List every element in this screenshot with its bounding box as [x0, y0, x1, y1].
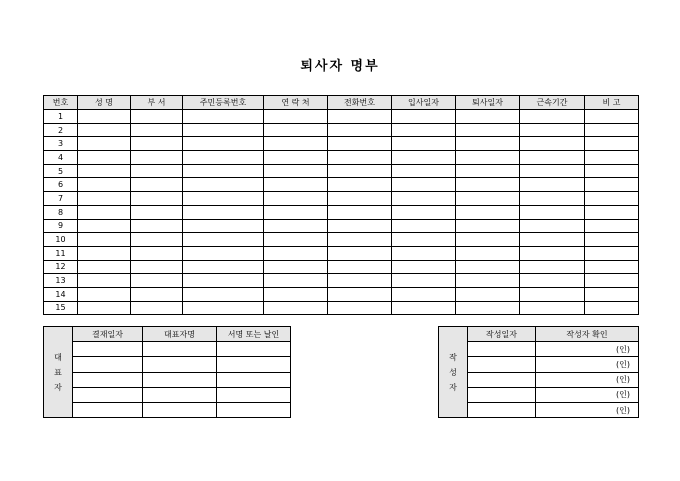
approval-row — [44, 357, 291, 372]
approval-row — [44, 387, 291, 402]
table-cell[interactable] — [456, 123, 520, 137]
side-char: 대 — [54, 352, 62, 362]
table-cell[interactable] — [328, 287, 392, 301]
row-number: 12 — [44, 260, 78, 274]
table-cell[interactable] — [131, 205, 183, 219]
table-cell[interactable] — [78, 233, 131, 247]
side-char: 자 — [54, 382, 62, 392]
table-cell[interactable] — [456, 233, 520, 247]
table-cell[interactable] — [78, 287, 131, 301]
side-char: 작 — [449, 352, 457, 362]
row-number: 10 — [44, 233, 78, 247]
table-cell[interactable] — [131, 164, 183, 178]
write-date-cell[interactable] — [468, 372, 536, 387]
table-cell[interactable] — [585, 137, 639, 151]
writer-row — [439, 342, 639, 357]
table-cell[interactable] — [183, 205, 264, 219]
table-cell[interactable] — [131, 246, 183, 260]
table-row — [44, 301, 639, 315]
table-cell[interactable] — [456, 301, 520, 315]
table-cell[interactable] — [328, 301, 392, 315]
table-cell[interactable] — [264, 123, 328, 137]
approval-cell[interactable] — [143, 372, 217, 387]
table-cell[interactable] — [78, 192, 131, 206]
table-cell[interactable] — [520, 151, 585, 165]
write-date-cell[interactable] — [468, 387, 536, 402]
table-cell[interactable] — [456, 192, 520, 206]
table-cell[interactable] — [328, 137, 392, 151]
table-cell[interactable] — [328, 274, 392, 288]
table-cell[interactable] — [520, 301, 585, 315]
header-department: 부 서 — [131, 96, 183, 110]
row-number: 13 — [44, 274, 78, 288]
table-cell[interactable] — [183, 233, 264, 247]
table-cell[interactable] — [264, 301, 328, 315]
table-header-row — [44, 96, 639, 110]
page-title: 퇴사자 명부 — [300, 59, 380, 74]
row-number: 8 — [44, 205, 78, 219]
table-cell[interactable] — [585, 219, 639, 233]
table-cell[interactable] — [78, 246, 131, 260]
approval-table — [43, 326, 291, 418]
table-row — [44, 246, 639, 260]
row-number: 11 — [44, 246, 78, 260]
table-cell[interactable] — [392, 233, 456, 247]
row-number: 2 — [44, 123, 78, 137]
write-date-cell[interactable] — [468, 342, 536, 357]
header-signature: 서명 또는 날인 — [217, 327, 291, 342]
table-cell[interactable] — [131, 301, 183, 315]
table-row — [44, 205, 639, 219]
table-cell[interactable] — [328, 260, 392, 274]
row-number: 5 — [44, 164, 78, 178]
table-cell[interactable] — [328, 219, 392, 233]
table-cell[interactable] — [328, 192, 392, 206]
table-row — [44, 192, 639, 206]
table-cell[interactable] — [520, 246, 585, 260]
table-cell[interactable] — [78, 219, 131, 233]
table-cell[interactable] — [264, 164, 328, 178]
header-write-date: 작성일자 — [468, 327, 536, 342]
approval-row — [44, 402, 291, 417]
table-cell[interactable] — [131, 178, 183, 192]
row-number: 3 — [44, 137, 78, 151]
table-cell[interactable] — [131, 110, 183, 124]
table-cell[interactable] — [264, 219, 328, 233]
approval-cell[interactable] — [73, 342, 143, 357]
header-number: 번호 — [44, 96, 78, 110]
resignee-table — [43, 95, 639, 315]
table-cell[interactable] — [328, 233, 392, 247]
table-cell[interactable] — [183, 260, 264, 274]
table-cell[interactable] — [520, 178, 585, 192]
table-cell[interactable] — [264, 274, 328, 288]
approval-cell[interactable] — [73, 387, 143, 402]
table-cell[interactable] — [392, 192, 456, 206]
table-cell[interactable] — [131, 233, 183, 247]
table-cell[interactable] — [183, 192, 264, 206]
table-cell[interactable] — [456, 287, 520, 301]
table-cell[interactable] — [456, 219, 520, 233]
table-cell[interactable] — [78, 274, 131, 288]
table-cell[interactable] — [183, 178, 264, 192]
table-cell[interactable] — [328, 246, 392, 260]
approval-cell[interactable] — [73, 357, 143, 372]
table-cell[interactable] — [131, 274, 183, 288]
table-cell[interactable] — [456, 260, 520, 274]
header-remarks: 비 고 — [585, 96, 639, 110]
row-number: 14 — [44, 287, 78, 301]
table-cell[interactable] — [78, 301, 131, 315]
table-cell[interactable] — [520, 274, 585, 288]
table-cell[interactable] — [131, 192, 183, 206]
table-cell[interactable] — [456, 205, 520, 219]
table-cell[interactable] — [328, 205, 392, 219]
table-cell[interactable] — [520, 123, 585, 137]
seal-cell[interactable]: (인) — [536, 402, 639, 417]
header-tenure: 근속기간 — [520, 96, 585, 110]
seal-cell[interactable]: (인) — [536, 357, 639, 372]
table-row — [44, 260, 639, 274]
header-resident-id: 주민등록번호 — [183, 96, 264, 110]
approval-cell[interactable] — [217, 342, 291, 357]
table-cell[interactable] — [78, 205, 131, 219]
row-number: 9 — [44, 219, 78, 233]
table-cell[interactable] — [392, 137, 456, 151]
table-cell[interactable] — [131, 287, 183, 301]
approval-cell[interactable] — [73, 372, 143, 387]
seal-cell[interactable]: (인) — [536, 387, 639, 402]
writer-header-row — [439, 327, 639, 342]
table-cell[interactable] — [392, 287, 456, 301]
table-row — [44, 219, 639, 233]
table-cell[interactable] — [585, 233, 639, 247]
table-cell[interactable] — [78, 151, 131, 165]
table-cell[interactable] — [78, 164, 131, 178]
table-cell[interactable] — [264, 233, 328, 247]
table-cell[interactable] — [392, 151, 456, 165]
header-writer-confirm: 작성자 확인 — [536, 327, 639, 342]
table-cell[interactable] — [78, 110, 131, 124]
side-char: 표 — [54, 367, 62, 377]
writer-side-label — [439, 327, 468, 418]
header-name: 성 명 — [78, 96, 131, 110]
table-cell[interactable] — [520, 205, 585, 219]
table-cell[interactable] — [585, 164, 639, 178]
table-cell[interactable] — [264, 287, 328, 301]
approval-cell[interactable] — [143, 402, 217, 417]
side-char: 자 — [449, 382, 457, 392]
table-cell[interactable] — [328, 178, 392, 192]
table-cell[interactable] — [585, 110, 639, 124]
table-cell[interactable] — [183, 287, 264, 301]
table-cell[interactable] — [392, 219, 456, 233]
approval-cell[interactable] — [73, 402, 143, 417]
table-cell[interactable] — [585, 192, 639, 206]
table-cell[interactable] — [392, 205, 456, 219]
approval-row — [44, 372, 291, 387]
header-approval-date: 결재일자 — [73, 327, 143, 342]
table-cell[interactable] — [264, 178, 328, 192]
table-cell[interactable] — [456, 137, 520, 151]
table-cell[interactable] — [456, 110, 520, 124]
table-cell[interactable] — [585, 301, 639, 315]
table-row — [44, 178, 639, 192]
writer-row — [439, 372, 639, 387]
row-number: 1 — [44, 110, 78, 124]
table-cell[interactable] — [520, 137, 585, 151]
table-cell[interactable] — [392, 110, 456, 124]
table-cell[interactable] — [78, 260, 131, 274]
table-cell[interactable] — [456, 178, 520, 192]
table-cell[interactable] — [585, 178, 639, 192]
approval-cell[interactable] — [143, 342, 217, 357]
table-cell[interactable] — [520, 164, 585, 178]
table-cell[interactable] — [183, 219, 264, 233]
write-date-cell[interactable] — [468, 402, 536, 417]
side-char: 성 — [449, 367, 457, 377]
table-cell[interactable] — [78, 137, 131, 151]
header-phone: 전화번호 — [328, 96, 392, 110]
table-row — [44, 123, 639, 137]
table-cell[interactable] — [131, 123, 183, 137]
table-cell[interactable] — [585, 205, 639, 219]
table-cell[interactable] — [183, 274, 264, 288]
table-cell[interactable] — [392, 164, 456, 178]
table-cell[interactable] — [520, 287, 585, 301]
row-number: 7 — [44, 192, 78, 206]
header-leave-date: 퇴사일자 — [456, 96, 520, 110]
table-row — [44, 164, 639, 178]
table-cell[interactable] — [585, 123, 639, 137]
table-cell[interactable] — [264, 205, 328, 219]
approval-cell[interactable] — [143, 387, 217, 402]
seal-cell[interactable]: (인) — [536, 372, 639, 387]
approval-side-label — [44, 327, 73, 418]
table-cell[interactable] — [520, 219, 585, 233]
write-date-cell[interactable] — [468, 357, 536, 372]
table-cell[interactable] — [131, 260, 183, 274]
row-number: 15 — [44, 301, 78, 315]
table-cell[interactable] — [520, 260, 585, 274]
table-cell[interactable] — [131, 219, 183, 233]
table-cell[interactable] — [264, 137, 328, 151]
table-cell[interactable] — [585, 287, 639, 301]
table-cell[interactable] — [520, 110, 585, 124]
table-cell[interactable] — [264, 260, 328, 274]
table-cell[interactable] — [456, 274, 520, 288]
table-cell[interactable] — [392, 178, 456, 192]
row-number: 4 — [44, 151, 78, 165]
table-cell[interactable] — [131, 151, 183, 165]
writer-row — [439, 402, 639, 417]
table-cell[interactable] — [183, 246, 264, 260]
table-cell[interactable] — [328, 110, 392, 124]
header-join-date: 입사일자 — [392, 96, 456, 110]
table-cell[interactable] — [392, 260, 456, 274]
approval-row — [44, 342, 291, 357]
header-representative-name: 대표자명 — [143, 327, 217, 342]
writer-row — [439, 387, 639, 402]
approval-cell[interactable] — [143, 357, 217, 372]
table-cell[interactable] — [183, 110, 264, 124]
table-cell[interactable] — [264, 151, 328, 165]
header-contact: 연 락 처 — [264, 96, 328, 110]
table-cell[interactable] — [520, 192, 585, 206]
table-cell[interactable] — [392, 274, 456, 288]
seal-cell[interactable]: (인) — [536, 342, 639, 357]
writer-row — [439, 357, 639, 372]
table-cell[interactable] — [456, 164, 520, 178]
table-cell[interactable] — [264, 246, 328, 260]
table-cell[interactable] — [131, 137, 183, 151]
table-cell[interactable] — [264, 192, 328, 206]
table-cell[interactable] — [585, 246, 639, 260]
table-cell[interactable] — [456, 151, 520, 165]
writer-table — [438, 326, 639, 418]
table-cell[interactable] — [392, 246, 456, 260]
table-cell[interactable] — [585, 151, 639, 165]
table-cell[interactable] — [183, 164, 264, 178]
approval-cell[interactable] — [217, 372, 291, 387]
table-row — [44, 274, 639, 288]
table-cell[interactable] — [585, 274, 639, 288]
table-cell[interactable] — [328, 164, 392, 178]
table-cell[interactable] — [183, 137, 264, 151]
approval-cell[interactable] — [217, 387, 291, 402]
row-number: 6 — [44, 178, 78, 192]
table-cell[interactable] — [183, 151, 264, 165]
table-cell[interactable] — [264, 110, 328, 124]
table-cell[interactable] — [585, 260, 639, 274]
table-cell[interactable] — [328, 123, 392, 137]
table-cell[interactable] — [183, 301, 264, 315]
approval-cell[interactable] — [217, 357, 291, 372]
table-cell[interactable] — [456, 246, 520, 260]
table-row — [44, 233, 639, 247]
table-cell[interactable] — [392, 301, 456, 315]
table-cell[interactable] — [78, 123, 131, 137]
table-row — [44, 137, 639, 151]
table-cell[interactable] — [328, 151, 392, 165]
approval-header-row — [44, 327, 291, 342]
table-row — [44, 151, 639, 165]
table-cell[interactable] — [392, 123, 456, 137]
table-row — [44, 110, 639, 124]
table-cell[interactable] — [78, 178, 131, 192]
table-cell[interactable] — [183, 123, 264, 137]
table-cell[interactable] — [520, 233, 585, 247]
approval-cell[interactable] — [217, 402, 291, 417]
table-row — [44, 287, 639, 301]
